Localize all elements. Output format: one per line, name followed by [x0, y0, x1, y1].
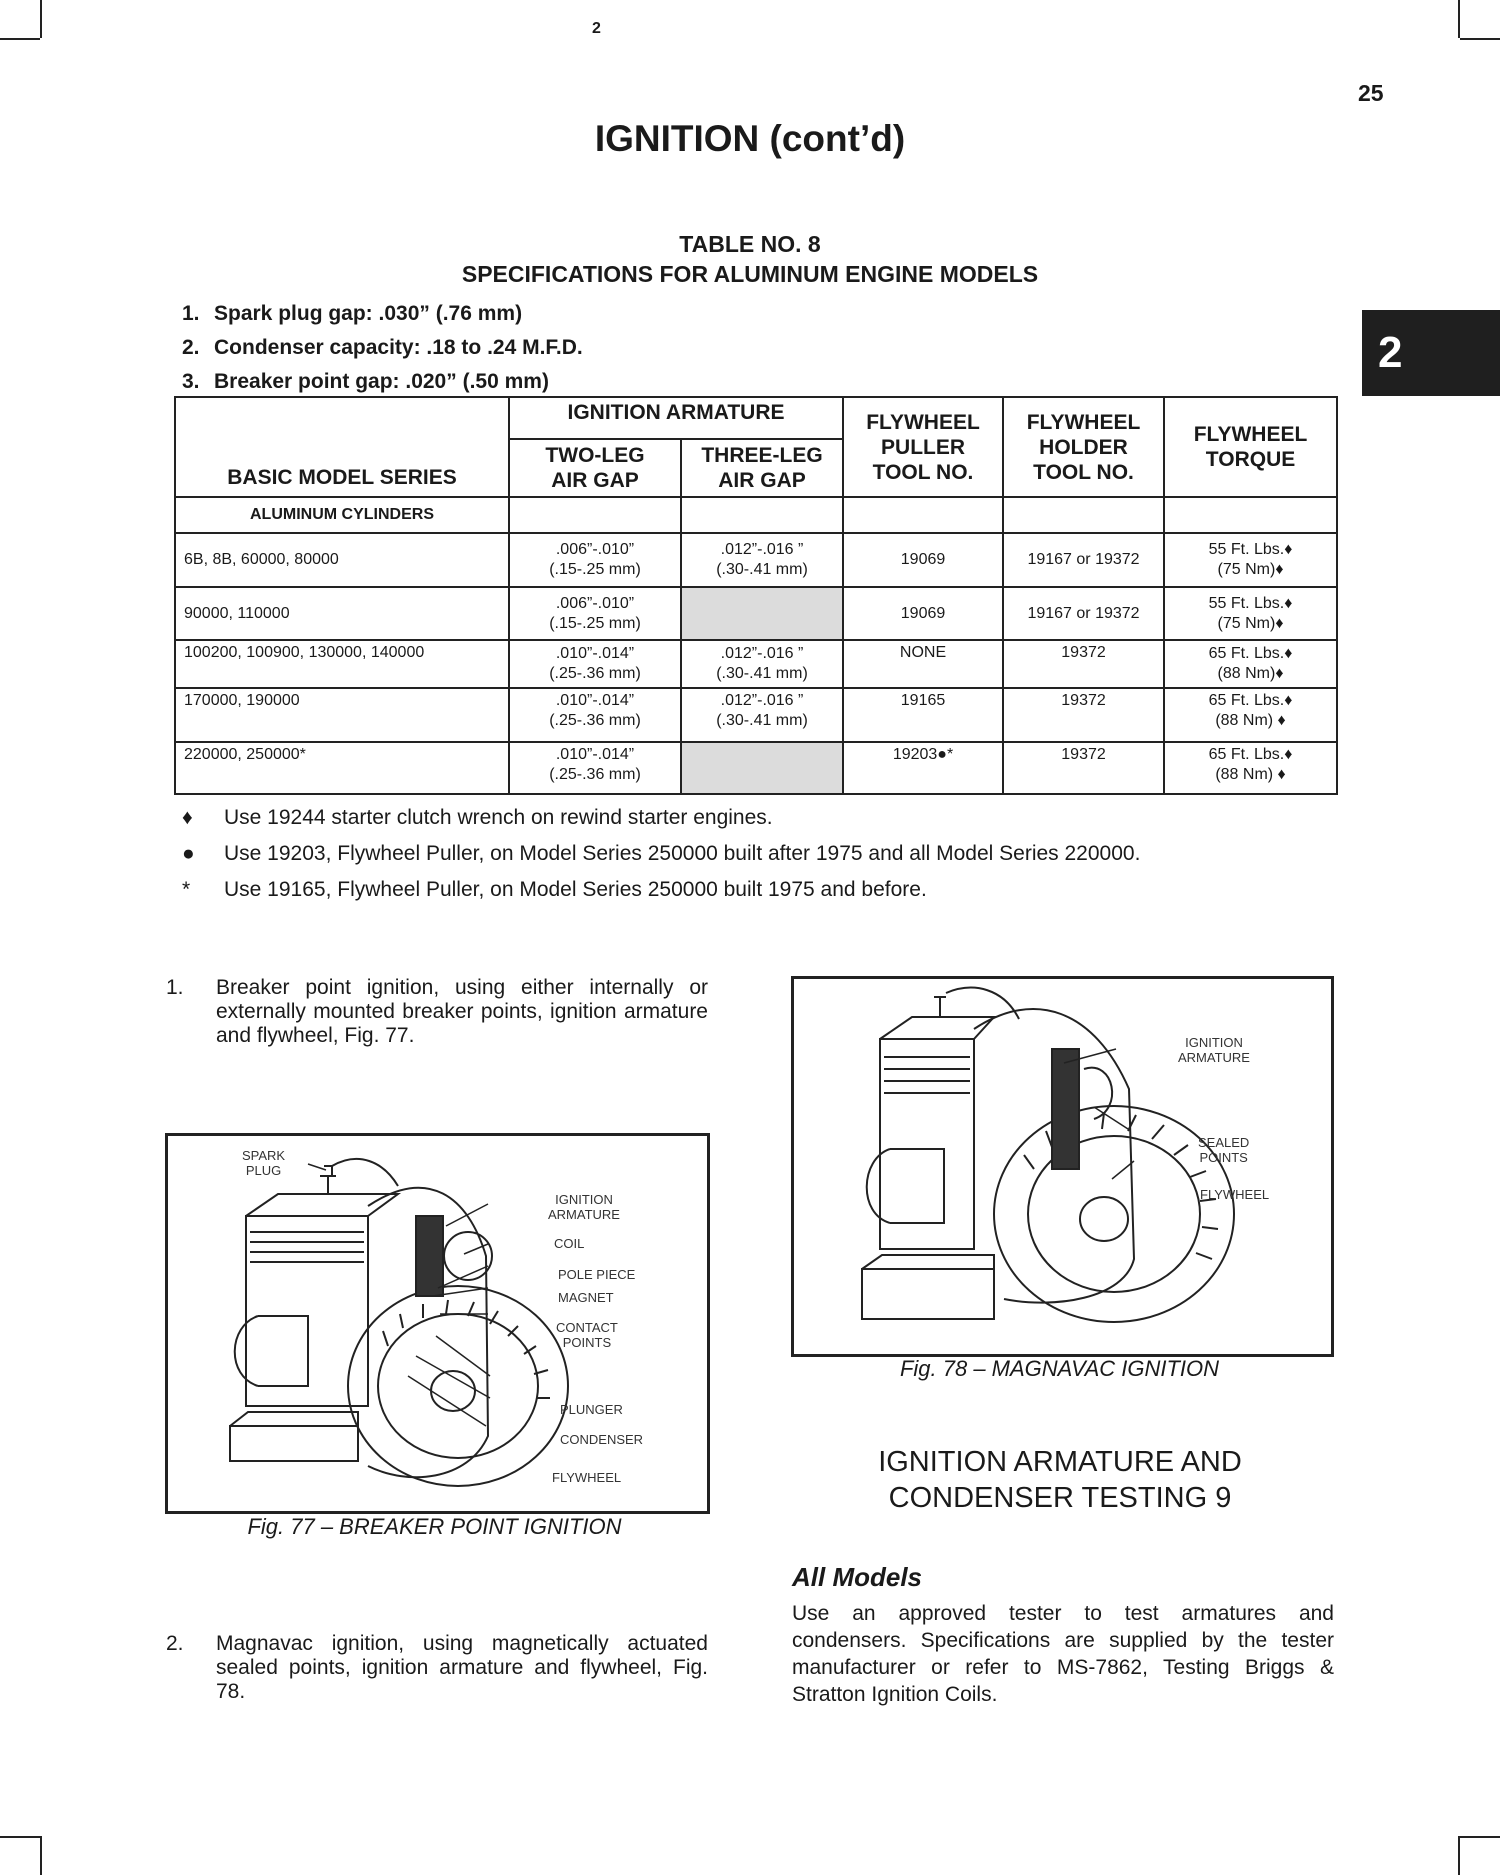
header-puller: FLYWHEEL PULLER TOOL NO. [843, 397, 1003, 497]
table-row: 220000, 250000* .010”-.014” (.25-.36 mm) 19203●* 19372 65 Ft. Lbs.♦ (88 Nm) ♦ [175, 742, 1337, 794]
note-item: * Use 19165, Flywheel Puller, on Model Series 250000 built 1975 and before. [182, 878, 927, 901]
spec-item: 3. Breaker point gap: .020” (.50 mm) [182, 370, 549, 393]
crop-mark-bottom-right-v [1458, 1836, 1460, 1875]
label-condenser: CONDENSER [560, 1432, 644, 1447]
header-holder: FLYWHEEL HOLDER TOOL NO. [1003, 397, 1164, 497]
crop-mark-bottom-left-h [0, 1836, 40, 1838]
spec-list [182, 297, 583, 399]
label-plunger: PLUNGER [560, 1402, 623, 1417]
note-item: ♦ Use 19244 starter clutch wrench on rewind starter engines. [182, 806, 773, 829]
spec-table [174, 396, 1338, 795]
testing-text: Use an approved tester to test armatures and condensers. Specifications are supplied by the tester manufacturer or refer to MS-7862, Testing Briggs & Stratton Ignition Coils. [792, 1602, 1334, 1706]
crop-mark-top-left-v [40, 0, 42, 38]
spec-item: 1. Spark plug gap: .030” (.76 mm) [182, 302, 523, 325]
header-ignition-armature: IGNITION ARMATURE [509, 397, 843, 439]
section-tab: 2 [1362, 310, 1500, 396]
breaker-point-ignition-illustration [168, 1136, 707, 1511]
page-title: IGNITION (cont’d) [594, 118, 906, 159]
crop-mark-bottom-left-v [40, 1836, 42, 1875]
label-ignition-armature: IGNITION ARMATURE [548, 1192, 620, 1222]
subheading-all-models: All Models [792, 1562, 923, 1592]
table-notes [182, 800, 1140, 908]
label-pole-piece: POLE PIECE [558, 1267, 636, 1282]
item2-number: 2. [166, 1632, 184, 1655]
table-row: 6B, 8B, 60000, 80000 .006”-.010” (.15-.25 mm) .012”-.016 ” (.30-.41 mm) 19069 19167 or 19372 55 Ft. Lbs.♦ (75 Nm)♦ [175, 533, 1337, 587]
crop-mark-top-left-h [0, 38, 40, 40]
item2-text: Magnavac ignition, using magnetically actuated sealed points, ignition armature and flywheel, Fig. 78. [216, 1632, 708, 1703]
table-row: 90000, 110000 .006”-.010” (.15-.25 mm) 19069 19167 or 19372 55 Ft. Lbs.♦ (75 Nm)♦ [175, 587, 1337, 639]
crop-mark-top-right-h [1460, 38, 1500, 40]
header-torque: FLYWHEEL TORQUE [1164, 397, 1337, 497]
label-spark-plug: SPARK PLUG [242, 1148, 286, 1178]
section-heading: IGNITION ARMATURE AND CONDENSER TESTING 9 [878, 1446, 1242, 1514]
label-coil: COIL [554, 1236, 585, 1251]
header-basic-model-series: BASIC MODEL SERIES [175, 397, 509, 497]
item1-text: Breaker point ignition, using either internally or externally mounted breaker points, ignition armature and flywheel, Fig. 77. [216, 976, 708, 1047]
label-ignition-armature: IGNITION ARMATURE [1178, 1035, 1250, 1065]
header-aluminum-cylinders: ALUMINUM CYLINDERS [175, 497, 509, 533]
figure-77-caption: Fig. 77 – BREAKER POINT IGNITION [247, 1514, 622, 1539]
label-flywheel: FLYWHEEL [1200, 1187, 1270, 1202]
page-number: 25 [1358, 80, 1384, 106]
item1-number: 1. [166, 976, 184, 999]
figure-78 [791, 976, 1334, 1357]
label-magnet: MAGNET [558, 1290, 614, 1305]
figure-78-caption: Fig. 78 – MAGNAVAC IGNITION [899, 1356, 1220, 1381]
crop-mark-top-right-v [1458, 0, 1460, 38]
table-row: 100200, 100900, 130000, 140000 .010”-.014” (.25-.36 mm) .012”-.016 ” (.30-.41 mm) NONE 19372 65 Ft. Lbs.♦ (88 Nm)♦ [175, 640, 1337, 688]
folio-top: 2 [592, 20, 601, 37]
label-flywheel: FLYWHEEL [552, 1470, 622, 1485]
crop-mark-bottom-right-h [1460, 1836, 1500, 1838]
figure-77 [165, 1133, 710, 1514]
spec-item: 2. Condenser capacity: .18 to .24 M.F.D. [182, 336, 583, 359]
magnavac-ignition-illustration [794, 979, 1331, 1354]
table-caption-number: TABLE NO. 8 [679, 231, 821, 257]
header-two-leg: TWO-LEG AIR GAP [509, 439, 681, 497]
table-row: 170000, 190000 .010”-.014” (.25-.36 mm) .012”-.016 ” (.30-.41 mm) 19165 19372 65 Ft. Lbs.♦ (88 Nm) ♦ [175, 688, 1337, 742]
label-contact-points: CONTACT POINTS [556, 1320, 618, 1350]
label-sealed-points: SEALED POINTS [1198, 1135, 1250, 1165]
table-caption-title: SPECIFICATIONS FOR ALUMINUM ENGINE MODELS [461, 261, 1039, 287]
header-three-leg: THREE-LEG AIR GAP [681, 439, 843, 497]
note-item: ● Use 19203, Flywheel Puller, on Model Series 250000 built after 1975 and all Model Series 220000. [182, 842, 1141, 865]
